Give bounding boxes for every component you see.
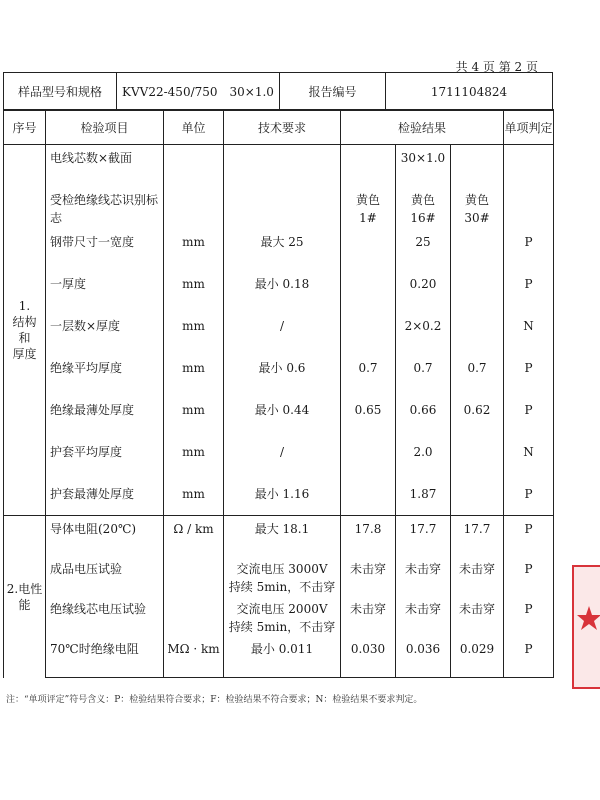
cell-item: 成品电压试验	[46, 556, 164, 596]
cell-judgement: P	[504, 596, 554, 636]
cell-judgement: P	[504, 516, 554, 556]
col-result: 检验结果	[341, 110, 504, 145]
col-no: 序号	[4, 110, 46, 145]
cell-unit: mm	[164, 229, 224, 271]
cell-item: 绝缘平均厚度	[46, 355, 164, 397]
cell-judgement: P	[504, 271, 554, 313]
cell-result-2: 17.7	[396, 516, 451, 556]
cell-judgement: P	[504, 355, 554, 397]
cell-result-1	[341, 439, 396, 481]
cell-result-1	[341, 229, 396, 271]
cell-unit: mm	[164, 313, 224, 355]
cell-item: 钢带尺寸一宽度	[46, 229, 164, 271]
red-seal-stamp	[572, 565, 600, 689]
cell-item: 70℃时绝缘电阻	[46, 636, 164, 678]
cell-judgement: P	[504, 229, 554, 271]
cell-result-1	[341, 313, 396, 355]
table-row	[4, 556, 554, 596]
cell-result-2: 25	[396, 229, 451, 271]
cell-requirement: 最小 0.18	[224, 271, 341, 313]
cell-result-3	[451, 481, 504, 516]
col-item: 检验项目	[46, 110, 164, 145]
cell-result-3	[451, 145, 504, 187]
cell-requirement: /	[224, 313, 341, 355]
table-row	[4, 145, 554, 187]
table-row	[4, 516, 554, 556]
cell-result-3: 0.62	[451, 397, 504, 439]
sample-label: 样品型号和规格	[4, 73, 117, 111]
table-row	[4, 271, 554, 313]
cell-result-3: 未击穿	[451, 556, 504, 596]
cell-requirement: 最小 0.011	[224, 636, 341, 678]
report-value: 1711104824	[386, 73, 553, 111]
cell-result-3: 0.7	[451, 355, 504, 397]
cell-result-2: 0.7	[396, 355, 451, 397]
cell-result-1: 0.65	[341, 397, 396, 439]
cell-item: 导体电阻(20℃)	[46, 516, 164, 556]
cell-result-2: 0.036	[396, 636, 451, 678]
page-number: 共 4 页 第 2 页	[455, 60, 538, 74]
cell-unit: mm	[164, 439, 224, 481]
cell-requirement: 交流电压 3000V 持续 5min，不击穿	[224, 556, 341, 596]
cell-result-1: 0.7	[341, 355, 396, 397]
cell-item: 护套平均厚度	[46, 439, 164, 481]
cell-unit: mm	[164, 271, 224, 313]
cell-result-1: 未击穿	[341, 596, 396, 636]
cell-requirement: 最大 25	[224, 229, 341, 271]
cell-item: 电线芯数×截面	[46, 145, 164, 187]
cell-unit	[164, 596, 224, 636]
cell-requirement: 最大 18.1	[224, 516, 341, 556]
cell-judgement: P	[504, 556, 554, 596]
cell-item: 一层数×厚度	[46, 313, 164, 355]
cell-requirement: 交流电压 2000V 持续 5min，不击穿	[224, 596, 341, 636]
cell-unit: MΩ · km	[164, 636, 224, 678]
cell-result-3	[451, 229, 504, 271]
cell-result-1: 17.8	[341, 516, 396, 556]
cell-result-2: 30×1.0	[396, 145, 451, 187]
cell-requirement	[224, 145, 341, 187]
table-row	[4, 397, 554, 439]
table-row	[4, 229, 554, 271]
table-row	[4, 187, 554, 229]
cell-result-2: 未击穿	[396, 596, 451, 636]
table-row	[4, 439, 554, 481]
cell-result-2: 2×0.2	[396, 313, 451, 355]
cell-unit: mm	[164, 355, 224, 397]
cell-requirement: 最小 1.16	[224, 481, 341, 516]
cell-result-2: 2.0	[396, 439, 451, 481]
col-unit: 单位	[164, 110, 224, 145]
cell-result-2: 0.66	[396, 397, 451, 439]
sample-value: KVV22-450/750 30×1.0	[117, 73, 280, 111]
cell-item: 受检绝缘线芯识别标志	[46, 187, 164, 229]
group-structure: 1. 结构 和 厚度	[4, 145, 46, 516]
cell-requirement: /	[224, 439, 341, 481]
table-row	[4, 313, 554, 355]
cell-result-3: 17.7	[451, 516, 504, 556]
cell-result-2: 黄色 16#	[396, 187, 451, 229]
cell-item: 绝缘最薄处厚度	[46, 397, 164, 439]
cell-item: 护套最薄处厚度	[46, 481, 164, 516]
cell-result-1: 0.030	[341, 636, 396, 678]
inspection-table	[3, 109, 554, 678]
cell-item: 一厚度	[46, 271, 164, 313]
cell-result-1	[341, 145, 396, 187]
cell-unit	[164, 187, 224, 229]
cell-unit: mm	[164, 397, 224, 439]
cell-result-2: 1.87	[396, 481, 451, 516]
cell-item: 绝缘线芯电压试验	[46, 596, 164, 636]
cell-result-3: 黄色 30#	[451, 187, 504, 229]
cell-judgement: N	[504, 439, 554, 481]
cell-judgement: N	[504, 313, 554, 355]
cell-judgement	[504, 145, 554, 187]
cell-judgement: P	[504, 636, 554, 678]
cell-unit: mm	[164, 481, 224, 516]
table-row	[4, 596, 554, 636]
star-icon	[576, 605, 600, 631]
footnote: 注：“单项评定”符号含义：P：检验结果符合要求；F：检验结果不符合要求；N：检验结果不要求判定。	[6, 695, 423, 705]
cell-result-1	[341, 481, 396, 516]
cell-requirement: 最小 0.6	[224, 355, 341, 397]
cell-result-2: 未击穿	[396, 556, 451, 596]
sample-info-table	[3, 72, 553, 111]
cell-unit: Ω / km	[164, 516, 224, 556]
table-row	[4, 636, 554, 678]
cell-result-2: 0.20	[396, 271, 451, 313]
cell-result-3: 0.029	[451, 636, 504, 678]
cell-result-3: 未击穿	[451, 596, 504, 636]
col-req: 技术要求	[224, 110, 341, 145]
table-row	[4, 481, 554, 516]
cell-unit	[164, 556, 224, 596]
cell-judgement: P	[504, 397, 554, 439]
cell-judgement	[504, 187, 554, 229]
cell-unit	[164, 145, 224, 187]
report-label: 报告编号	[280, 73, 386, 111]
cell-result-1: 黄色 1#	[341, 187, 396, 229]
cell-result-3	[451, 439, 504, 481]
cell-result-3	[451, 313, 504, 355]
cell-result-3	[451, 271, 504, 313]
cell-requirement	[224, 187, 341, 229]
cell-result-1: 未击穿	[341, 556, 396, 596]
table-row	[4, 355, 554, 397]
group-electrical: 2.电性 能	[4, 516, 46, 678]
col-judge: 单项判定	[504, 110, 554, 145]
cell-result-1	[341, 271, 396, 313]
cell-judgement: P	[504, 481, 554, 516]
cell-requirement: 最小 0.44	[224, 397, 341, 439]
